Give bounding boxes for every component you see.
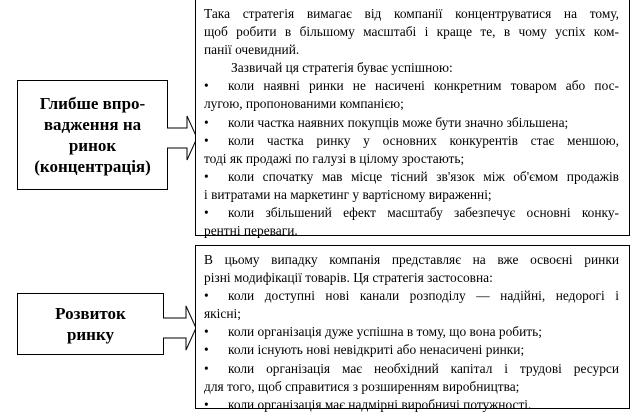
list-item-text: коли збільшений ефект масштабу забезпечує основні конку-: [228, 205, 619, 221]
list-item-text: коли існують нові невідкриті або ненасичені ринки;: [228, 342, 525, 358]
bullet-icon: •: [204, 360, 209, 376]
list-item-line: [204, 323, 619, 341]
bullet-icon: •: [204, 324, 209, 340]
subtitle: Зазвичай ця стратегія буває успішною:: [231, 60, 453, 76]
list-item-text: коли частка наявних покупців може бути значно збільшена;: [228, 114, 569, 130]
list-item-text: коли частка ринку у основних конкурентів стає меншою,: [228, 132, 619, 148]
list-item: [204, 77, 619, 113]
list-item-line: [204, 77, 619, 95]
list-item-line: [204, 186, 619, 204]
list-item-line: [204, 168, 619, 186]
market-development-title-box: [17, 293, 164, 355]
title-line: ринок: [68, 136, 117, 155]
list-item-line: [204, 396, 619, 414]
list-item: [204, 287, 619, 323]
list-item: [204, 168, 619, 204]
list-item-text: для того, щоб справитися з розширенням виробництва;: [204, 378, 520, 394]
list-item-text: коли наявні ринки не насичені конкретним товаром або пос-: [228, 78, 619, 94]
list-item: [204, 114, 619, 132]
concentration-title-box: [17, 80, 168, 190]
list-item-line: [204, 305, 619, 323]
title-line: вадження на: [43, 115, 142, 134]
intro-line: панії очевидний.: [204, 42, 300, 58]
bullet-icon: •: [204, 132, 209, 148]
title-line: Глибше впро-: [39, 94, 146, 113]
list-item-line: [204, 360, 619, 378]
list-item: [204, 360, 619, 396]
bullet-icon: •: [204, 168, 209, 184]
list-item-line: [204, 222, 619, 240]
bullet-icon: •: [204, 205, 209, 221]
list-item-text: лугою, пропонованими компанією;: [204, 96, 404, 112]
list-item-text: і витратами на маркетинг у вартісному вираженні;: [204, 186, 492, 202]
title-line: ринку: [66, 325, 115, 344]
title-line: Розвиток: [55, 304, 126, 323]
list-item-line: [204, 95, 619, 113]
bullet-icon: •: [204, 288, 209, 304]
market-development-description-box: [195, 245, 630, 412]
list-item: [204, 323, 619, 341]
concentration-description-box: [195, 0, 630, 239]
list-item: [204, 341, 619, 359]
list-item-text: коли організація має необхідний капітал і трудові ресурси: [228, 360, 619, 376]
title-line: (концентрація): [34, 157, 151, 176]
list-item: [204, 204, 619, 240]
list-item-line: [204, 341, 619, 359]
list-item-text: коли спочатку мав місце тісний зв'язок між об'ємом продажів: [228, 168, 619, 184]
bullet-icon: •: [204, 78, 209, 94]
intro-line: різні модифікації товарів. Ця стратегія застосовна:: [204, 270, 493, 286]
list-item-text: рентні переваги.: [204, 223, 298, 239]
bullet-icon: •: [204, 114, 209, 130]
intro-line: щоб робити в більшому масштабі і краще те, в чому успіх ком-: [204, 24, 619, 40]
list-item-line: [204, 132, 619, 150]
bullet-icon: •: [204, 342, 209, 358]
list-item-line: [204, 287, 619, 305]
concentration-title: [34, 93, 151, 177]
intro-line: Така стратегія вимагає від компанії концентруватися на тому,: [204, 6, 619, 21]
intro-line: В цьому випадку компанія представляє на вже освоєні ринки: [204, 252, 619, 267]
list-item-text: коли доступні нові канали розподілу — надійні, недорогі і: [228, 288, 619, 304]
list-item: [204, 396, 619, 414]
list-item-line: [204, 204, 619, 222]
bullet-icon: •: [204, 396, 209, 412]
list-item-text: коли організація має надмірні виробничі потужності.: [228, 396, 532, 412]
arrow-right-icon: [163, 305, 198, 351]
list-item: [204, 132, 619, 168]
list-item-text: коли організація дуже успішна в тому, що вона робить;: [228, 324, 542, 340]
list-item-text: тоді як продажі по галузі в цілому зростають;: [204, 150, 465, 166]
market-development-title: [55, 303, 126, 345]
list-item-line: [204, 150, 619, 168]
list-item-line: [204, 378, 619, 396]
list-item-line: [204, 114, 619, 132]
list-item-text: якісні;: [204, 306, 241, 322]
